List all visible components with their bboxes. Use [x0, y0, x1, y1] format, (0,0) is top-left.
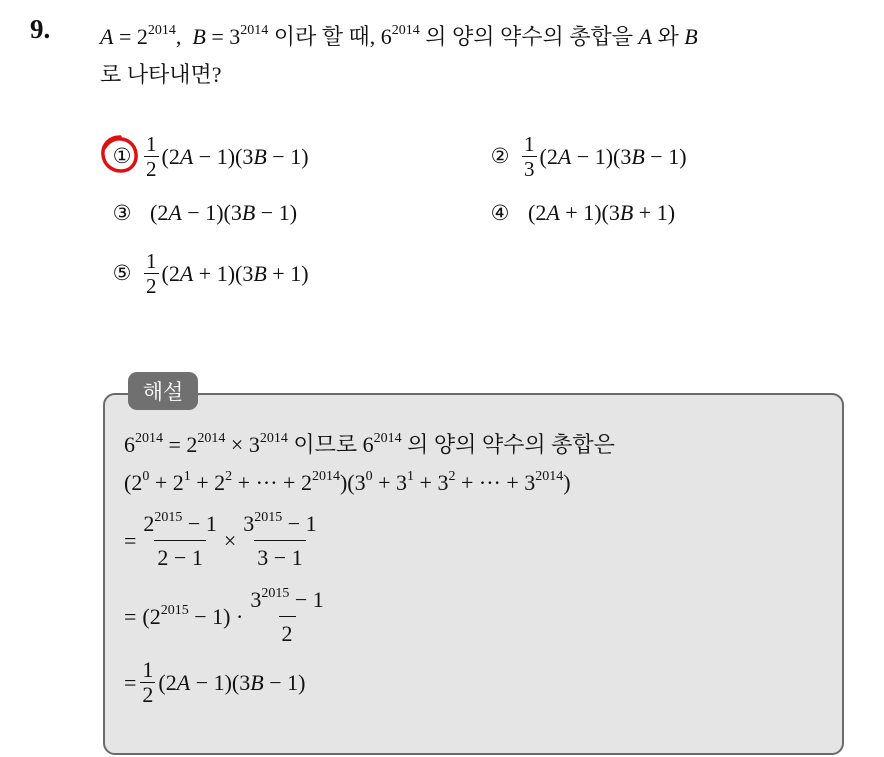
question-number: 9. [30, 14, 51, 44]
choice-number: ③ [112, 200, 132, 225]
answer-circle-mark [99, 133, 141, 175]
choice-expression: (2A − 1)(3B − 1) [150, 200, 298, 225]
solution-tag: 해설 [128, 372, 198, 410]
question-line-2: 로 나타내면? [100, 62, 222, 87]
choice-expression: (2A + 1)(3B + 1) [528, 200, 676, 225]
question-line-1: $A = 2^{2014}$, $B = 3^{2014}$ 이라 할 때, $6^{2014}$ 의 양의 약수의 총합을 A 와 B [100, 23, 698, 49]
choice-3[interactable] [104, 200, 297, 226]
choice-number: ⑤ [112, 261, 132, 285]
fraction: $\frac{2^{2015} - 1}{2 - 1}$ [143, 510, 217, 570]
question-text [100, 18, 870, 94]
choice-5[interactable] [104, 250, 309, 297]
choice-expression: (2A − 1)(3B − 1) [539, 143, 687, 169]
fraction: $\frac{3^{2015} - 1}{3 - 1}$ [243, 510, 317, 570]
choice-4[interactable] [482, 200, 675, 226]
choice-number: ① [112, 144, 132, 168]
solution-line-3: = $\frac{2^{2015} - 1}{2 - 1}$ × $\frac{3^{2015} - 1}{3 - 1}$ [124, 511, 324, 571]
choice-coefficient: $\frac{1}{2}$ [146, 132, 157, 181]
fraction: $3^{2015} - 1$ 2 [250, 586, 324, 646]
solution-line-1: $6^{2014} = 2^{2014} \times 3^{2014}$ 이므로 $6^{2014}$ 의 양의 약수의 총합은 [124, 431, 615, 457]
fraction: $\frac{1}{2}$ [142, 657, 154, 707]
choice-2[interactable] [482, 133, 687, 180]
choice-number: ② [490, 144, 510, 168]
solution-line-5: = $\frac{1}{2}$ (2A − 1)(3B − 1) [124, 657, 306, 707]
solution-final-expression: (2A − 1)(3B − 1) [158, 669, 306, 695]
choice-expression: (2A − 1)(3B − 1) [161, 143, 309, 169]
choice-coefficient: $\frac{1}{3}$ [524, 132, 535, 181]
solution-line-2: ($2^0 + 2^1 + 2^2$ + ··· + $2^{2014})(3^0 + 3^1 + 3^2$ + ··· + $3^{2014}$) [124, 469, 571, 495]
choice-number: ④ [490, 200, 510, 225]
choice-expression: (2A + 1)(3B + 1) [161, 260, 309, 286]
choice-coefficient: $\frac{1}{2}$ [146, 249, 157, 298]
solution-line-4: = $(2^{2015} - 1)$ · $3^{2015} - 1$ 2 [124, 587, 331, 647]
